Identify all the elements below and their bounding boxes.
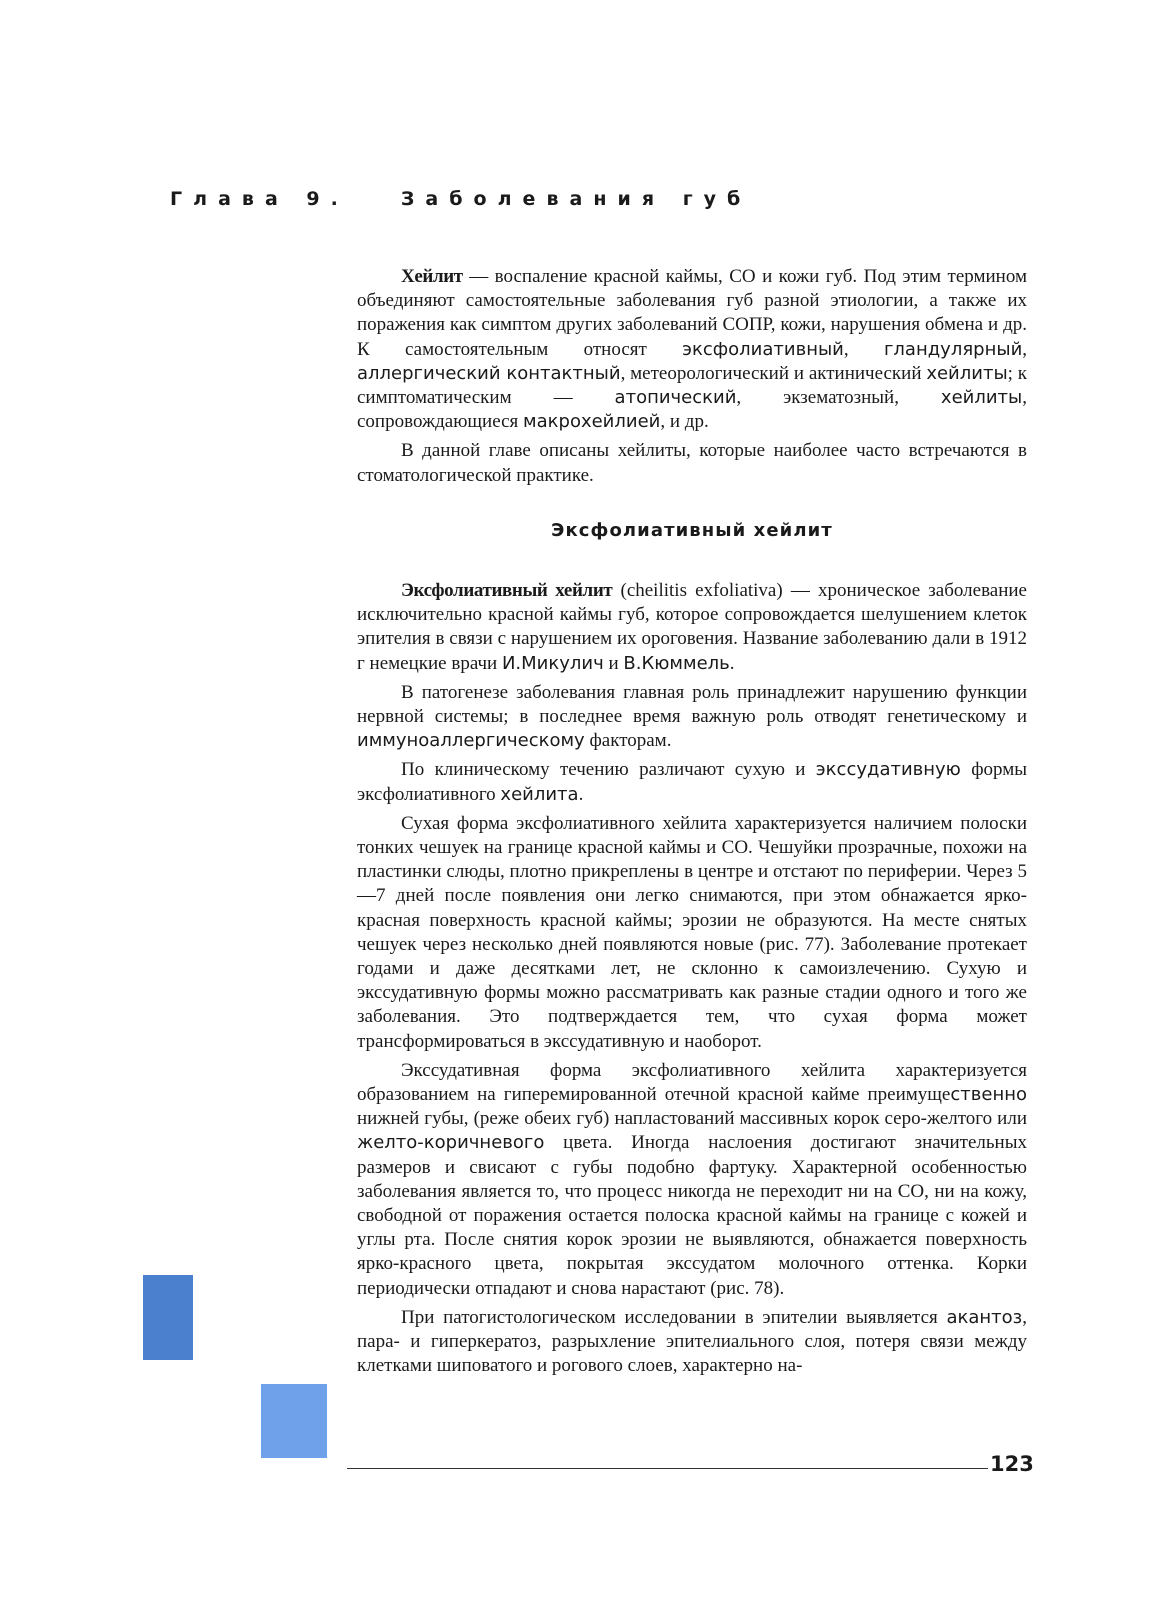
- intro-paragraph-2: В данной главе описаны хейлиты, которые наиболее часто встречаются в стоматологической практике.: [357, 440, 1027, 486]
- footer-rule: [347, 1468, 988, 1469]
- term-cheilitis: Хейлит: [401, 266, 463, 287]
- intro-paragraph-1: Хейлит — воспаление красной каймы, СО и кожи губ. Под этим термином объединяют самостоятельные заболевания губ разной этиологии, а также их поражения как симптом других заболеваний СОПР, кожи, нарушения обмена и др. К самостоятельным относят эксфолиативный, гландулярный, аллергический контактный, метеорологический и актинический хейлиты; к симптоматическим — атопический, экзематозный, хейлиты, сопровождающиеся макрохейлией, и др.: [357, 266, 1028, 433]
- chapter-title: Заболевания губ: [400, 188, 752, 210]
- intro-text: [357, 265, 1027, 493]
- chapter-header: [170, 188, 751, 210]
- section-paragraph-6: При патогистологическом исследовании в эпителии выявляется акантоз, пара- и гиперкератоз, разрыхление эпителиального слоя, потеря связи между клетками шиповатого и рогового слоев, характерно на-: [357, 1306, 1027, 1377]
- section-paragraph-1: Эксфолиативный хейлит (cheilitis exfoliativa) — хроническое заболевание исключительно красной каймы губ, которое сопровождается шелушением клеток эпителия в связи с нарушением их ороговения. Название заболеванию дали в 1912 г немецкие врачи И.Микулич и В.Кюммель.: [357, 580, 1027, 674]
- section-paragraph-5: Экссудативная форма эксфолиативного хейлита характеризуется образованием на гиперемированной отечной красной кайме преимущественно нижней губы, (реже обеих губ) напластований массивных корок серо-желтого или желто-коричневого цвета. Иногда наслоения достигают значительных размеров и свисают с губы подобно фартуку. Характерной особенностью заболевания является то, что процесс никогда не переходит ни на СО, ни на кожу, свободной от поражения остается полоска красной каймы на границе с кожей и углы рта. После снятия корок эрозии не выявляются, обнажается поверхность ярко-красного цвета, покрытая экссудатом молочного оттенка. Корки периодически отпадают и снова нарастают (рис. 78).: [357, 1059, 1027, 1299]
- section-text: [357, 579, 1027, 1384]
- decorative-blue-block-light: [261, 1384, 327, 1458]
- decorative-blue-block: [143, 1275, 193, 1360]
- term-exfoliative-cheilitis: Эксфолиативный хейлит: [401, 580, 613, 601]
- section-paragraph-2: В патогенезе заболевания главная роль принадлежит нарушению функции нервной системы; в последнее время важную роль отводят генетическому и иммуноаллергическому факторам.: [357, 681, 1027, 752]
- section-paragraph-3: По клиническому течению различают сухую и экссудативную формы эксфолиативного хейлита.: [357, 759, 1028, 805]
- section-paragraph-4: Сухая форма эксфолиативного хейлита характеризуется наличием полоски тонких чешуек на границе красной каймы и СО. Чешуйки прозрачные, похожи на пластинки слюды, плотно прикреплены в центре и отстают по периферии. Через 5—7 дней после появления они легко снимаются, при этом обнажается ярко-красная поверхность красной каймы; эрозии не образуются. На месте снятых чешуек через несколько дней появляются новые (рис. 77). Заболевание протекает годами и даже десятками лет, не склонно к самоизлечению. Сухую и экссудативную формы можно рассматривать как разные стадии одного и того же заболевания. Это подтверждается тем, что сухая форма может трансформироваться в экссудативную и наоборот.: [357, 812, 1027, 1052]
- chapter-number: Глава 9.: [170, 188, 349, 210]
- page-number: 123: [990, 1452, 1034, 1476]
- section-heading: Эксфолиативный хейлит: [551, 520, 833, 541]
